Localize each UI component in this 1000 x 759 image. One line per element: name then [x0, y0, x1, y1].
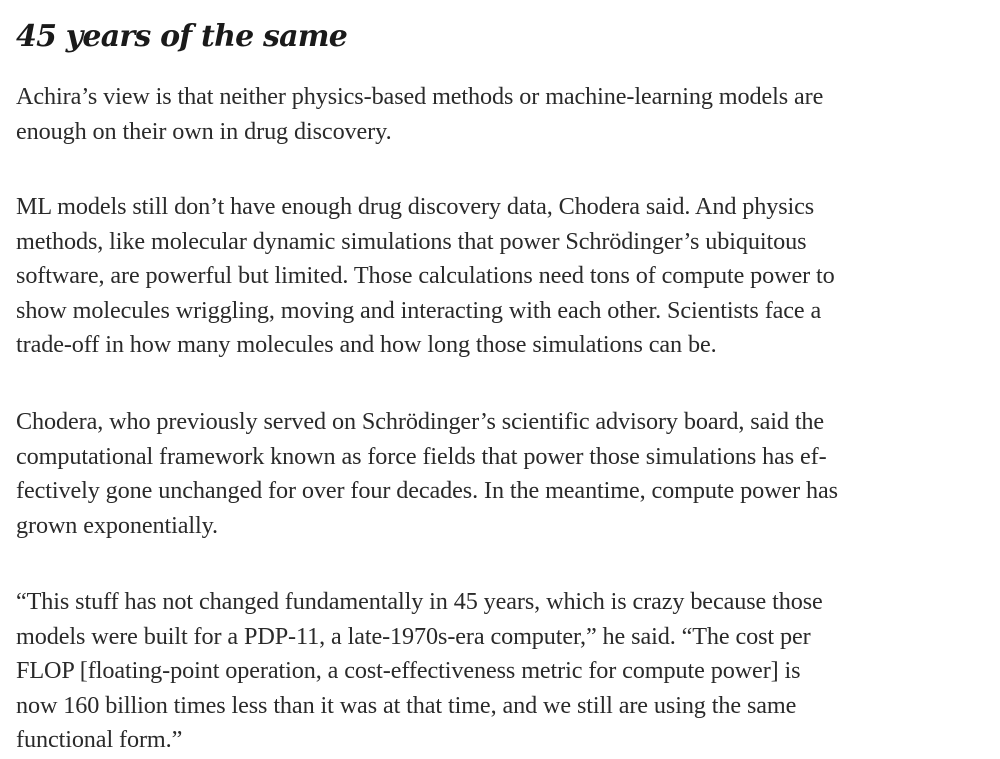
paragraph-line: FLOP [floating-point operation, a cost-effectiveness metric for compute power] is [16, 657, 801, 685]
paragraph-line: Achira’s view is that neither physics-based methods or machine-learning models are [16, 83, 824, 110]
paragraph-2 [16, 190, 986, 363]
paragraph-line: methods, like molecular dynamic simulations that power Schrödinger’s ubiquitous [16, 227, 807, 255]
paragraph-line: ML models still don’t have enough drug discovery data, Chodera said. And physics [16, 193, 815, 220]
paragraph-4 [16, 585, 986, 758]
paragraph-line: “This stuff has not changed fundamentally in 45 years, which is crazy because those [16, 588, 823, 615]
paragraph-3 [16, 405, 986, 543]
paragraph-line: now 160 billion times less than it was at that time, and we still are using the same [16, 691, 797, 719]
section-heading: 45 years of the same [16, 19, 348, 54]
paragraph-1 [16, 80, 986, 149]
paragraph-line: functional form.” [16, 726, 183, 754]
paragraph-line: trade-off in how many molecules and how long those simulations can be. [16, 331, 717, 359]
paragraph-line: Chodera, who previously served on Schrödinger’s scientific advisory board, said the [16, 408, 825, 435]
paragraph-line: models were built for a PDP-11, a late-1970s-era computer,” he said. “The cost per [16, 622, 811, 650]
paragraph-line: computational framework known as force fields that power those simulations has ef- [16, 442, 827, 470]
article-body [16, 0, 986, 754]
paragraph-line: software, are powerful but limited. Those calculations need tons of compute power to [16, 262, 835, 290]
paragraph-line: grown exponentially. [16, 511, 218, 539]
paragraph-line: fectively gone unchanged for over four decades. In the meantime, compute power has [16, 477, 838, 505]
paragraph-line: show molecules wriggling, moving and interacting with each other. Scientists face a [16, 296, 822, 324]
paragraph-line: enough on their own in drug discovery. [16, 117, 392, 145]
